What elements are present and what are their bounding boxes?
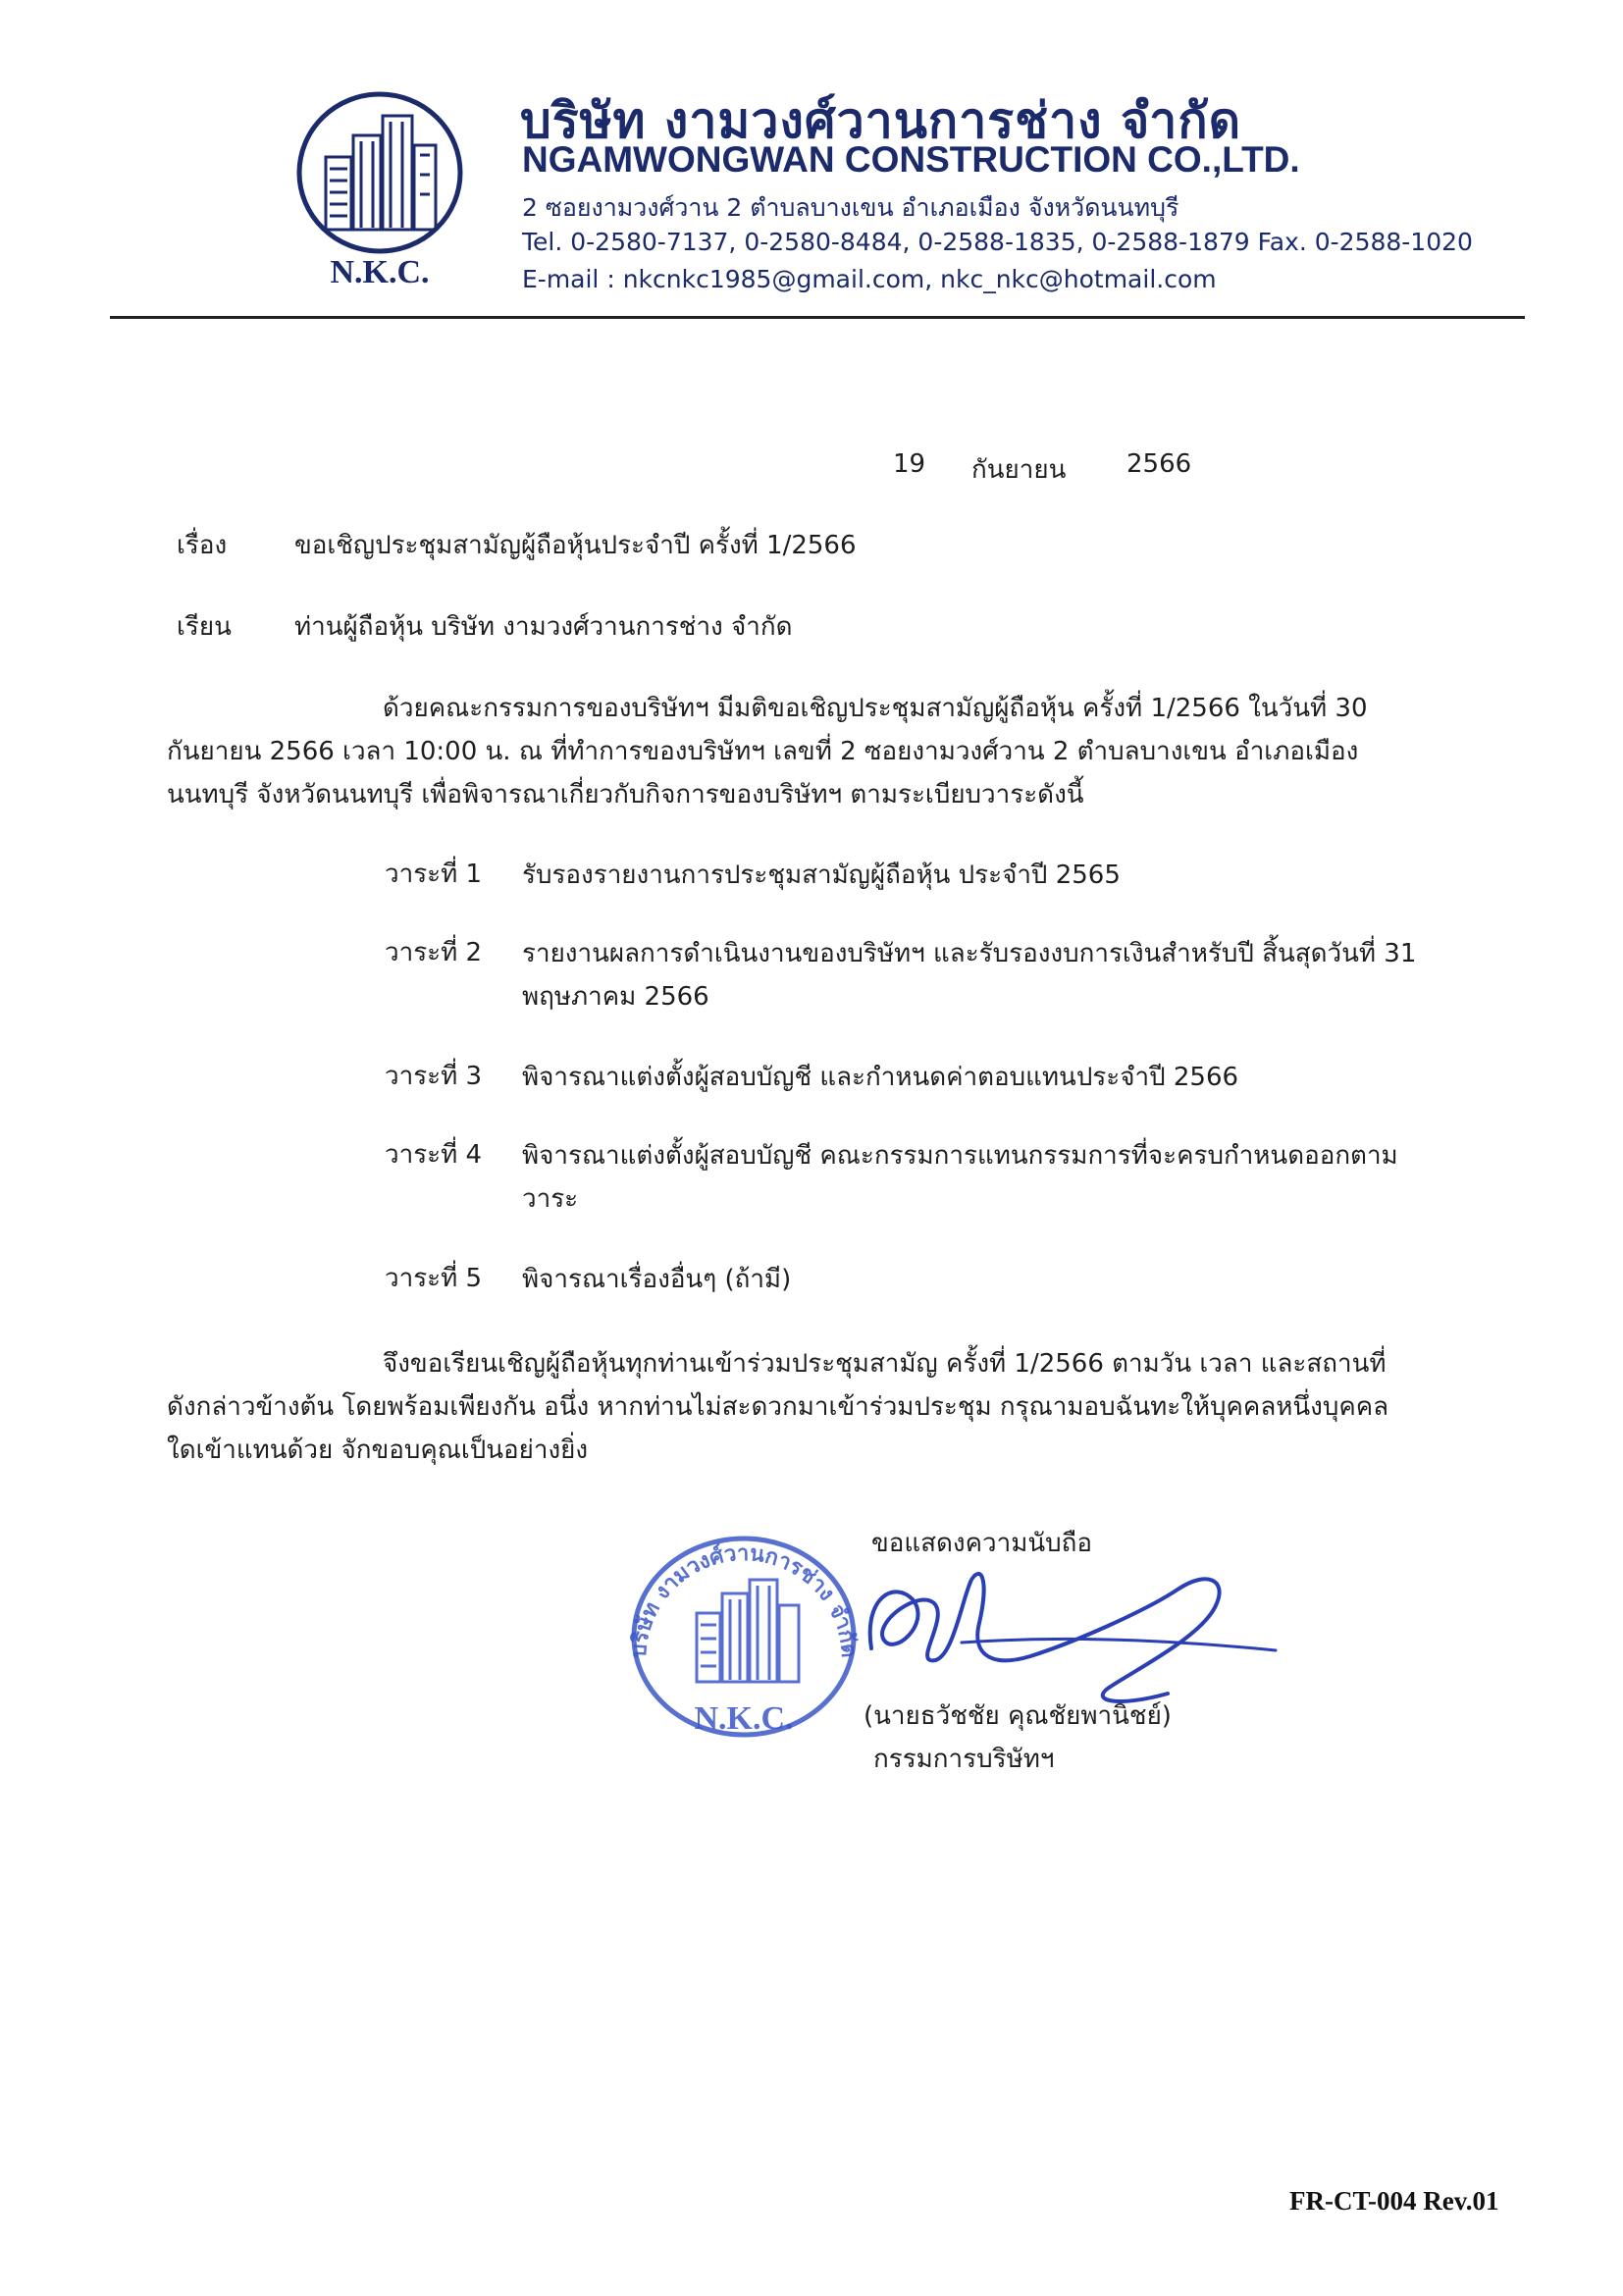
company-name-thai: บริษัท งามวงศ์วานการช่าง จำกัด (520, 92, 1242, 149)
date-month: กันยายน (971, 455, 1067, 485)
stamp-text: บริษัท งามวงศ์วานการช่าง จำกัด (626, 1540, 862, 1659)
company-logo (287, 86, 473, 292)
stamp-logo-text: N.K.C. (694, 1700, 794, 1737)
agenda-text: พิจารณาเรื่องอื่นๆ (ถ้ามี) (522, 1265, 792, 1294)
company-name-english: NGAMWONGWAN CONSTRUCTION CO.,LTD. (522, 139, 1300, 180)
logo-text: N.K.C. (330, 254, 430, 290)
company-phone-fax: Tel. 0-2580-7137, 0-2580-8484, 0-2588-1835, 0-2588-1879 Fax. 0-2588-1020 (522, 228, 1473, 256)
closing-paragraph (167, 1342, 1439, 1472)
intro-line: ด้วยคณะกรรมการของบริษัทฯ มีมติขอเชิญประชุมสามัญผู้ถือหุ้น ครั้งที่ 1/2566 ในวันที่ 30 (383, 694, 1368, 723)
agenda-number: วาระที่ 2 (385, 938, 483, 967)
intro-line: นนทบุรี จังหวัดนนทบุรี เพื่อพิจารณาเกี่ยวกับกิจการของบริษัทฯ ตามระเบียบวาระดังนี้ (167, 780, 1084, 809)
closing-line: ใดเข้าแทนด้วย จักขอบคุณเป็นอย่างยิ่ง (167, 1435, 589, 1465)
closing-regards: ขอแสดงความนับถือ (871, 1529, 1092, 1558)
letterhead-divider (110, 316, 1525, 319)
form-code: FR-CT-004 Rev.01 (1289, 2186, 1499, 2216)
date-day: 19 (893, 449, 926, 479)
closing-line: จึงขอเรียนเชิญผู้ถือหุ้นทุกท่านเข้าร่วมประชุมสามัญ ครั้งที่ 1/2566 ตามวัน เวลา และสถานที่ (383, 1349, 1387, 1379)
intro-line: กันยายน 2566 เวลา 10:00 น. ณ ที่ทำการของบริษัทฯ เลขที่ 2 ซอยงามวงศ์วาน 2 ตำบลบางเขน อำเภอเมือง (167, 737, 1359, 766)
signer-name: (นายธวัชชัย คุณชัยพานิชย์) (864, 1701, 1172, 1731)
agenda-text: พิจารณาแต่งตั้งผู้สอบบัญชี และกำหนดค่าตอบแทนประจำปี 2566 (522, 1063, 1239, 1092)
agenda-number: วาระที่ 5 (385, 1264, 483, 1293)
agenda-text: รับรองรายงานการประชุมสามัญผู้ถือหุ้น ประจำปี 2565 (522, 861, 1121, 890)
subject-label: เรื่อง (177, 531, 228, 560)
company-address: 2 ซอยงามวงศ์วาน 2 ตำบลบางเขน อำเภอเมือง จังหวัดนนทบุรี (522, 193, 1179, 222)
agenda-number: วาระที่ 4 (385, 1140, 483, 1170)
company-email: E-mail : nkcnkc1985@gmail.com, nkc_nkc@hotmail.com (522, 265, 1217, 293)
agenda-number: วาระที่ 1 (385, 860, 483, 889)
recipient-text: ท่านผู้ถือหุ้น บริษัท งามวงศ์วานการช่าง จำกัด (294, 612, 793, 642)
date-year: 2566 (1126, 449, 1192, 479)
signer-position: กรรมการบริษัทฯ (873, 1745, 1055, 1774)
intro-paragraph (167, 687, 1439, 816)
agenda-text: รายงานผลการดำเนินงานของบริษัทฯ และรับรองงบการเงินสำหรับปี สิ้นสุดวันที่ 31 พฤษภาคม 2566 (522, 939, 1417, 1012)
agenda-number: วาระที่ 3 (385, 1062, 483, 1091)
subject-text: ขอเชิญประชุมสามัญผู้ถือหุ้นประจำปี ครั้งที่ 1/2566 (294, 531, 857, 560)
closing-line: ดังกล่าวข้างต้น โดยพร้อมเพียงกัน อนึ่ง หากท่านไม่สะดวกมาเข้าร่วมประชุม กรุณามอบฉันทะให้บุคคลหนึ่งบุคคล (167, 1392, 1389, 1422)
agenda-text: พิจารณาแต่งตั้งผู้สอบบัญชี คณะกรรมการแทนกรรมการที่จะครบกำหนดออกตามวาระ (522, 1141, 1398, 1214)
recipient-label: เรียน (177, 612, 232, 642)
